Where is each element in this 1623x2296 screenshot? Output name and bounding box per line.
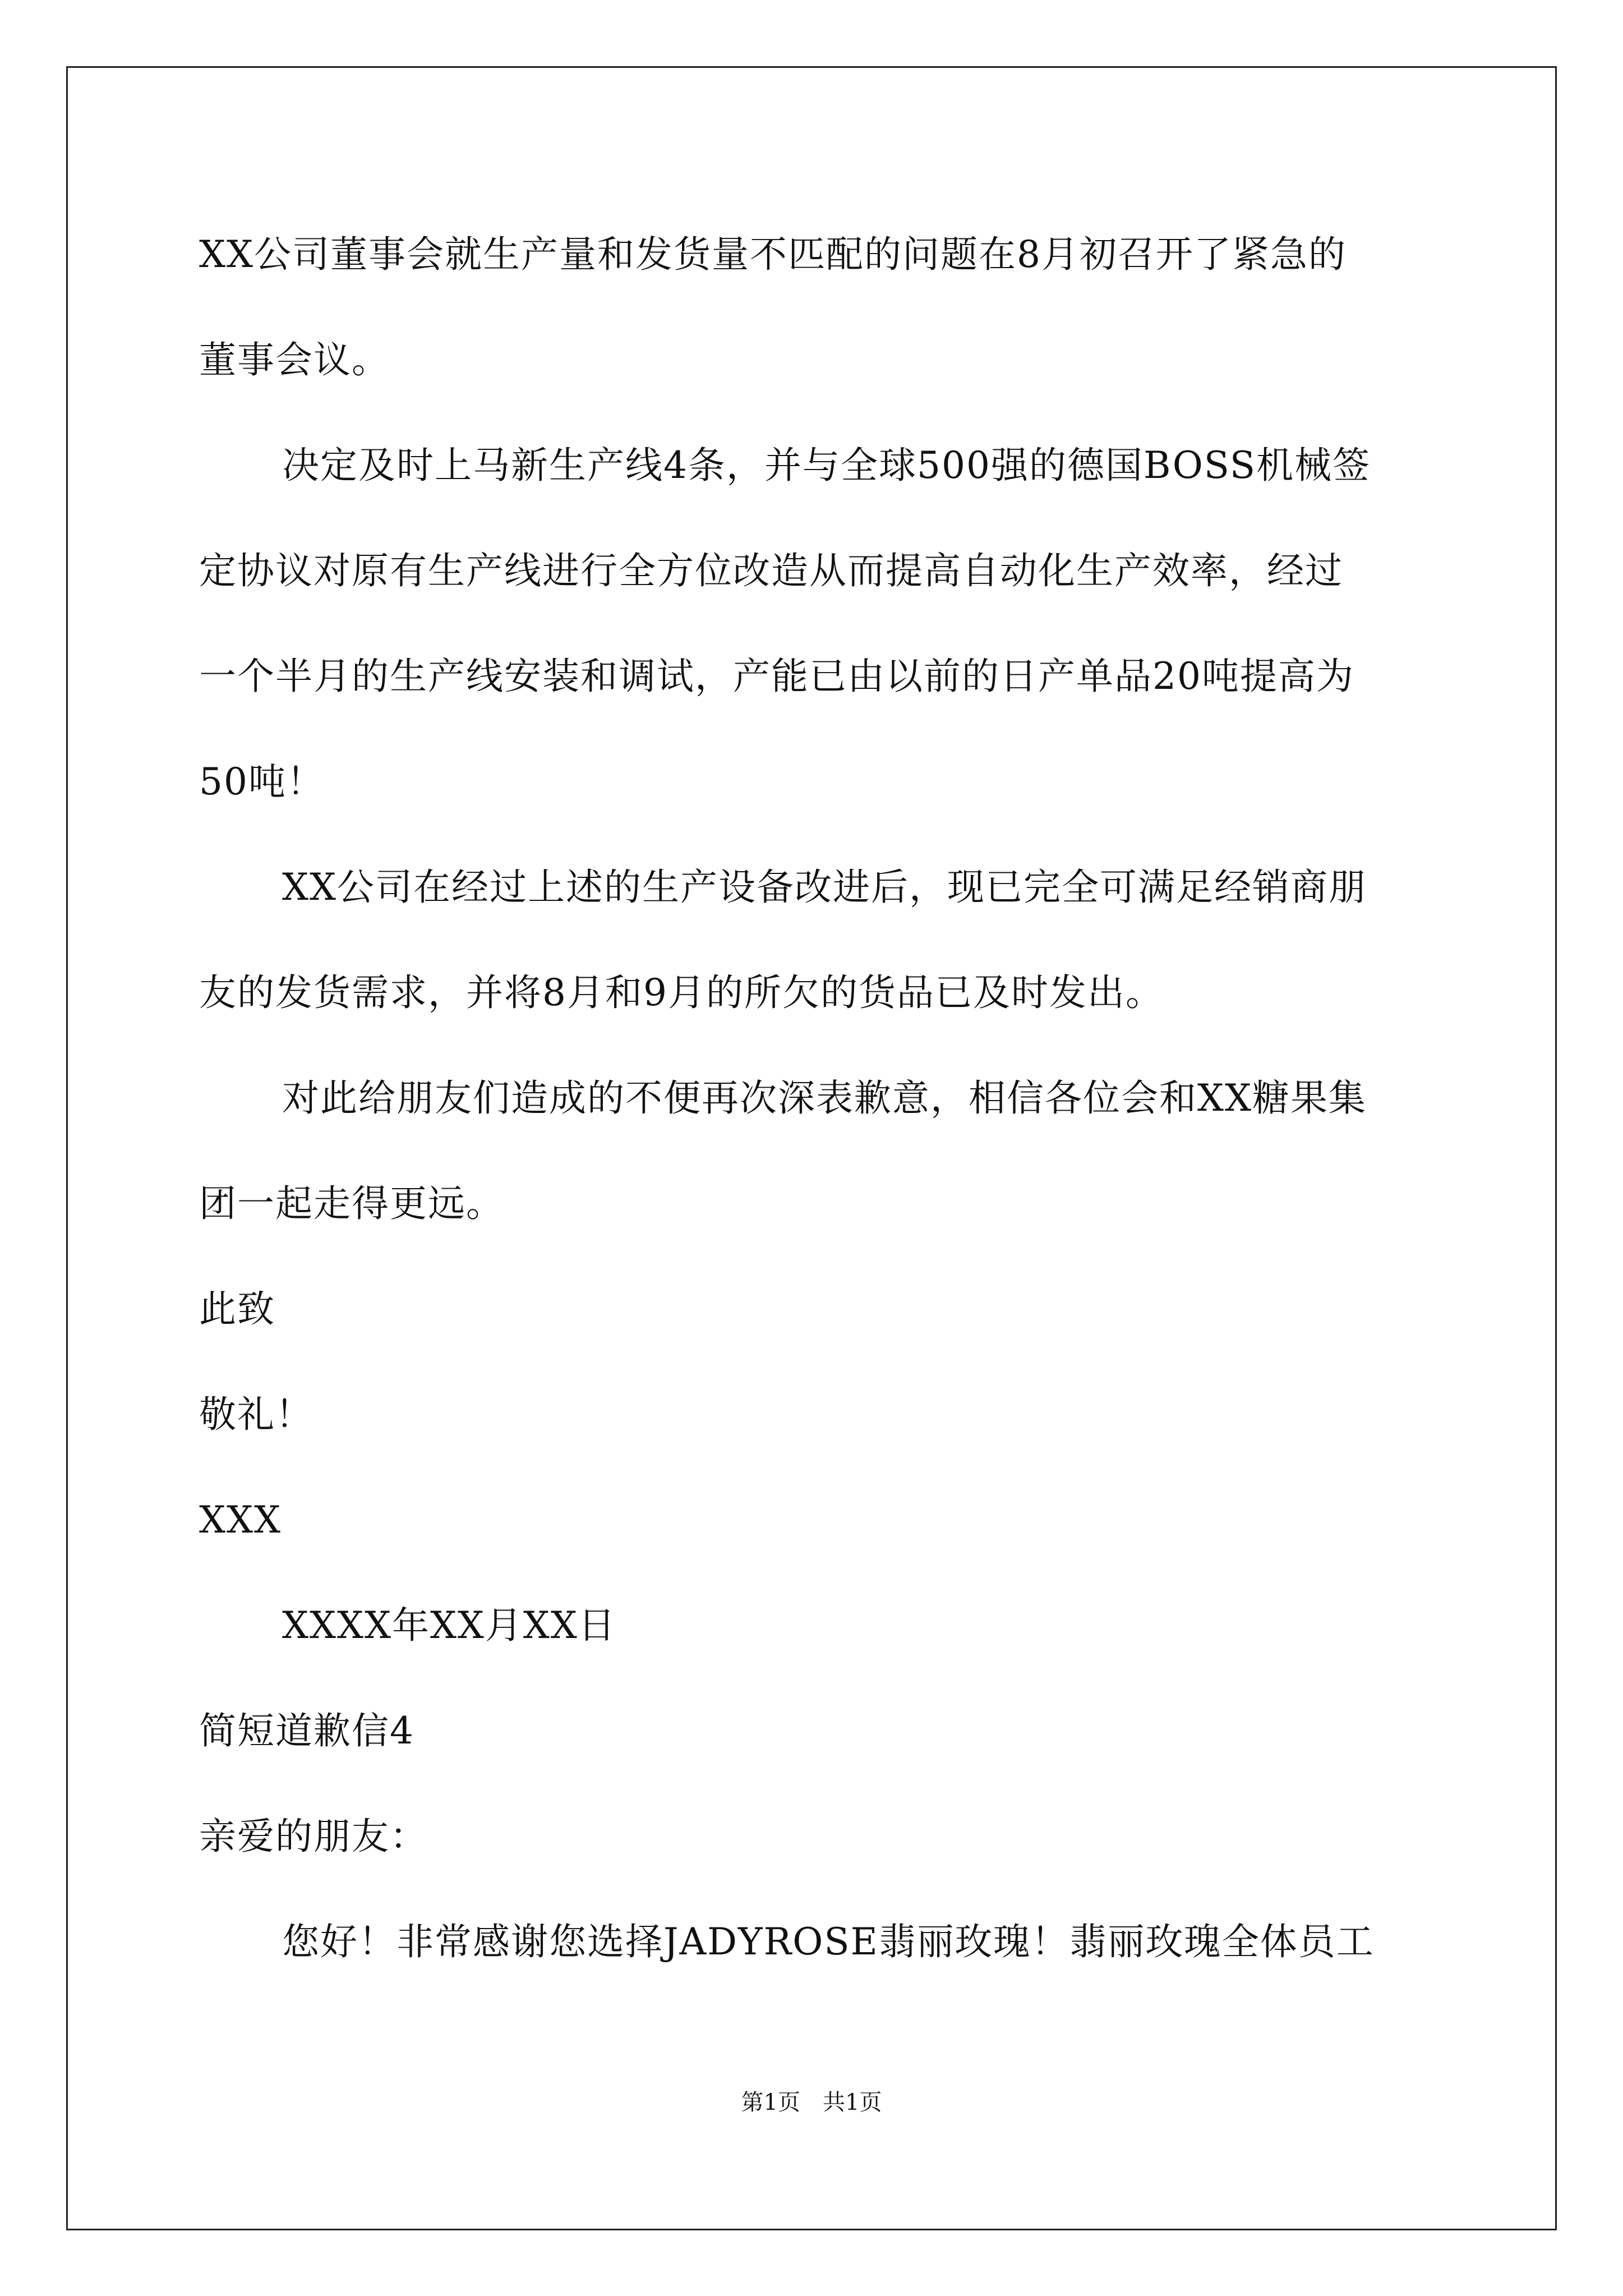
text-line: 定协议对原有生产线进行全方位改造从而提高自动化生产效率，经过 bbox=[199, 549, 1343, 592]
closing-salutation: 此致 bbox=[199, 1287, 275, 1331]
signature-date: XXXX年XX月XX日 bbox=[282, 1604, 616, 1647]
closing-regards: 敬礼！ bbox=[199, 1393, 313, 1436]
text-line: 一个半月的生产线安装和调试，产能已由以前的日产单品20吨提高为 bbox=[199, 655, 1354, 698]
text-line: XX公司在经过上述的生产设备改进后，现已完全可满足经销商朋 bbox=[282, 866, 1367, 909]
text-line: 董事会议。 bbox=[199, 338, 390, 381]
page-footer bbox=[0, 2086, 1623, 2119]
text-line: 对此给朋友们造成的不便再次深表歉意，相信各位会和XX糖果集 bbox=[282, 1076, 1367, 1120]
greeting: 亲爱的朋友： bbox=[199, 1815, 428, 1858]
signature-name: XXX bbox=[199, 1498, 282, 1542]
page-total: 共1页 bbox=[823, 2090, 882, 2115]
text-line: 50吨！ bbox=[199, 760, 325, 803]
text-line: 您好！非常感谢您选择JADYROSE翡丽玫瑰！翡丽玫瑰全体员工 bbox=[282, 1920, 1375, 1963]
text-line: XX公司董事会就生产量和发货量不匹配的问题在8月初召开了紧急的 bbox=[199, 233, 1347, 276]
letter-body bbox=[199, 202, 1427, 1995]
section-title: 简短道歉信4 bbox=[199, 1709, 414, 1752]
text-line: 团一起走得更远。 bbox=[199, 1182, 504, 1225]
text-line: 友的发货需求，并将8月和9月的所欠的货品已及时发出。 bbox=[199, 971, 1164, 1014]
text-line: 决定及时上马新生产线4条，并与全球500强的德国BOSS机械签 bbox=[282, 444, 1371, 487]
page-number: 第1页 bbox=[741, 2090, 800, 2115]
